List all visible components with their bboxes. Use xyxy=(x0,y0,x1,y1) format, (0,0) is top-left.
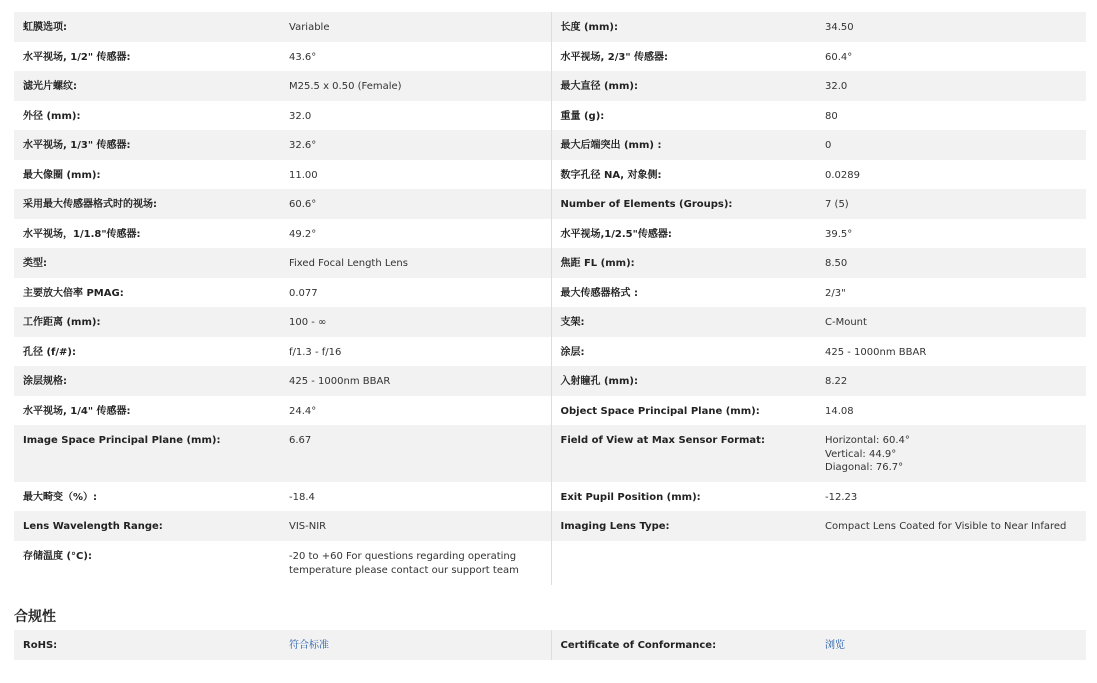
spec-row xyxy=(14,482,1086,511)
spec-value: 100 - ∞ xyxy=(280,307,551,337)
spec-value: 11.00 xyxy=(280,160,551,189)
spec-row xyxy=(14,12,1086,42)
compliance-table xyxy=(14,630,1086,660)
spec-label: Image Space Principal Plane (mm): xyxy=(14,425,280,482)
spec-label: 支架: xyxy=(551,307,816,337)
spec-value: 39.5° xyxy=(816,219,1086,248)
spec-value: 32.0 xyxy=(280,101,551,130)
spec-value: 425 - 1000nm BBAR xyxy=(816,337,1086,366)
spec-label: Lens Wavelength Range: xyxy=(14,511,280,541)
coc-label: Certificate of Conformance: xyxy=(551,630,816,660)
spec-value: 49.2° xyxy=(280,219,551,248)
spec-value: 80 xyxy=(816,101,1086,130)
spec-value: 0 xyxy=(816,130,1086,160)
coc-view-link[interactable]: 浏览 xyxy=(825,640,845,651)
rohs-label: RoHS: xyxy=(14,630,280,660)
spec-label: 水平视场, 1/4" 传感器: xyxy=(14,396,280,425)
spec-row xyxy=(14,130,1086,160)
spec-label: Imaging Lens Type: xyxy=(551,511,816,541)
spec-row xyxy=(14,219,1086,248)
spec-label: Field of View at Max Sensor Format: xyxy=(551,425,816,482)
spec-value: 60.6° xyxy=(280,189,551,219)
spec-row xyxy=(14,101,1086,130)
spec-label: 水平视场, 2/3" 传感器: xyxy=(551,42,816,71)
spec-value: 43.6° xyxy=(280,42,551,71)
spec-value: 8.50 xyxy=(816,248,1086,278)
spec-label: 水平视场, 1/2" 传感器: xyxy=(14,42,280,71)
spec-label: 焦距 FL (mm): xyxy=(551,248,816,278)
spec-label: 最大畸变（%）: xyxy=(14,482,280,511)
compliance-row xyxy=(14,630,1086,660)
spec-value: 425 - 1000nm BBAR xyxy=(280,366,551,396)
spec-value: f/1.3 - f/16 xyxy=(280,337,551,366)
spec-label: 工作距离 (mm): xyxy=(14,307,280,337)
spec-row xyxy=(14,248,1086,278)
spec-value: 14.08 xyxy=(816,396,1086,425)
spec-value: 0.0289 xyxy=(816,160,1086,189)
spec-row xyxy=(14,71,1086,101)
spec-value-storage-temp xyxy=(280,541,551,585)
spec-label: 重量 (g): xyxy=(551,101,816,130)
spec-value: 32.6° xyxy=(280,130,551,160)
storage-temp-line-1: -20 to +60 For questions regarding operating xyxy=(289,551,517,562)
spec-value: 0.077 xyxy=(280,278,551,307)
spec-row xyxy=(14,278,1086,307)
spec-label: 主要放大倍率 PMAG: xyxy=(14,278,280,307)
rohs-compliant-link[interactable]: 符合标准 xyxy=(289,640,329,651)
spec-value: 6.67 xyxy=(280,425,551,482)
spec-row xyxy=(14,541,1086,585)
spec-label: 水平视场，1/1.8"传感器: xyxy=(14,219,280,248)
spec-label: 最大后端突出 (mm) : xyxy=(551,130,816,160)
spec-value: -18.4 xyxy=(280,482,551,511)
spec-value: VIS-NIR xyxy=(280,511,551,541)
spec-row xyxy=(14,307,1086,337)
spec-label: 类型: xyxy=(14,248,280,278)
spec-row xyxy=(14,160,1086,189)
storage-temp-line-2: temperature please contact our support team xyxy=(289,564,519,576)
fov-horizontal: Horizontal: 60.4° xyxy=(825,435,910,446)
spec-value: C-Mount xyxy=(816,307,1086,337)
spec-label: 涂层: xyxy=(551,337,816,366)
compliance-section-title: 合规性 xyxy=(14,609,56,625)
spec-label: 水平视场,1/2.5"传感器: xyxy=(551,219,816,248)
spec-label: 采用最大传感器格式时的视场: xyxy=(14,189,280,219)
spec-row xyxy=(14,366,1086,396)
spec-label: 数字孔径 NA, 对象侧: xyxy=(551,160,816,189)
spec-value: 24.4° xyxy=(280,396,551,425)
fov-vertical: Vertical: 44.9° xyxy=(825,448,897,460)
spec-label: 最大直径 (mm): xyxy=(551,71,816,101)
spec-label: 最大传感器格式 : xyxy=(551,278,816,307)
spec-value: Variable xyxy=(280,12,551,42)
spec-value: 32.0 xyxy=(816,71,1086,101)
spec-value-fov xyxy=(816,425,1086,482)
spec-label: 水平视场, 1/3" 传感器: xyxy=(14,130,280,160)
spec-value: M25.5 x 0.50 (Female) xyxy=(280,71,551,101)
spec-row xyxy=(14,337,1086,366)
spec-label: 外径 (mm): xyxy=(14,101,280,130)
spec-label: Number of Elements (Groups): xyxy=(551,189,816,219)
spec-value: 8.22 xyxy=(816,366,1086,396)
spec-label: 滤光片螺纹: xyxy=(14,71,280,101)
spec-value: Compact Lens Coated for Visible to Near Infared xyxy=(816,511,1086,541)
spec-label: 入射瞳孔 (mm): xyxy=(551,366,816,396)
spec-label: 孔径 (f/#): xyxy=(14,337,280,366)
spec-label: Exit Pupil Position (mm): xyxy=(551,482,816,511)
spec-row xyxy=(14,511,1086,541)
spec-label: 最大像圈 (mm): xyxy=(14,160,280,189)
spec-row xyxy=(14,396,1086,425)
fov-diagonal: Diagonal: 76.7° xyxy=(825,462,904,473)
spec-label: Object Space Principal Plane (mm): xyxy=(551,396,816,425)
spec-value: Fixed Focal Length Lens xyxy=(280,248,551,278)
spec-label xyxy=(551,541,816,585)
spec-row xyxy=(14,189,1086,219)
spec-row xyxy=(14,425,1086,482)
spec-value: -12.23 xyxy=(816,482,1086,511)
specifications-table xyxy=(14,12,1086,585)
spec-row xyxy=(14,42,1086,71)
spec-value: 60.4° xyxy=(816,42,1086,71)
spec-value: 34.50 xyxy=(816,12,1086,42)
spec-label: 涂层规格: xyxy=(14,366,280,396)
spec-value: 7 (5) xyxy=(816,189,1086,219)
spec-label: 存储温度 (°C): xyxy=(14,541,280,585)
spec-value xyxy=(816,541,1086,585)
spec-value: 2/3" xyxy=(816,278,1086,307)
spec-label: 虹膜选项: xyxy=(14,12,280,42)
spec-label: 长度 (mm): xyxy=(551,12,816,42)
